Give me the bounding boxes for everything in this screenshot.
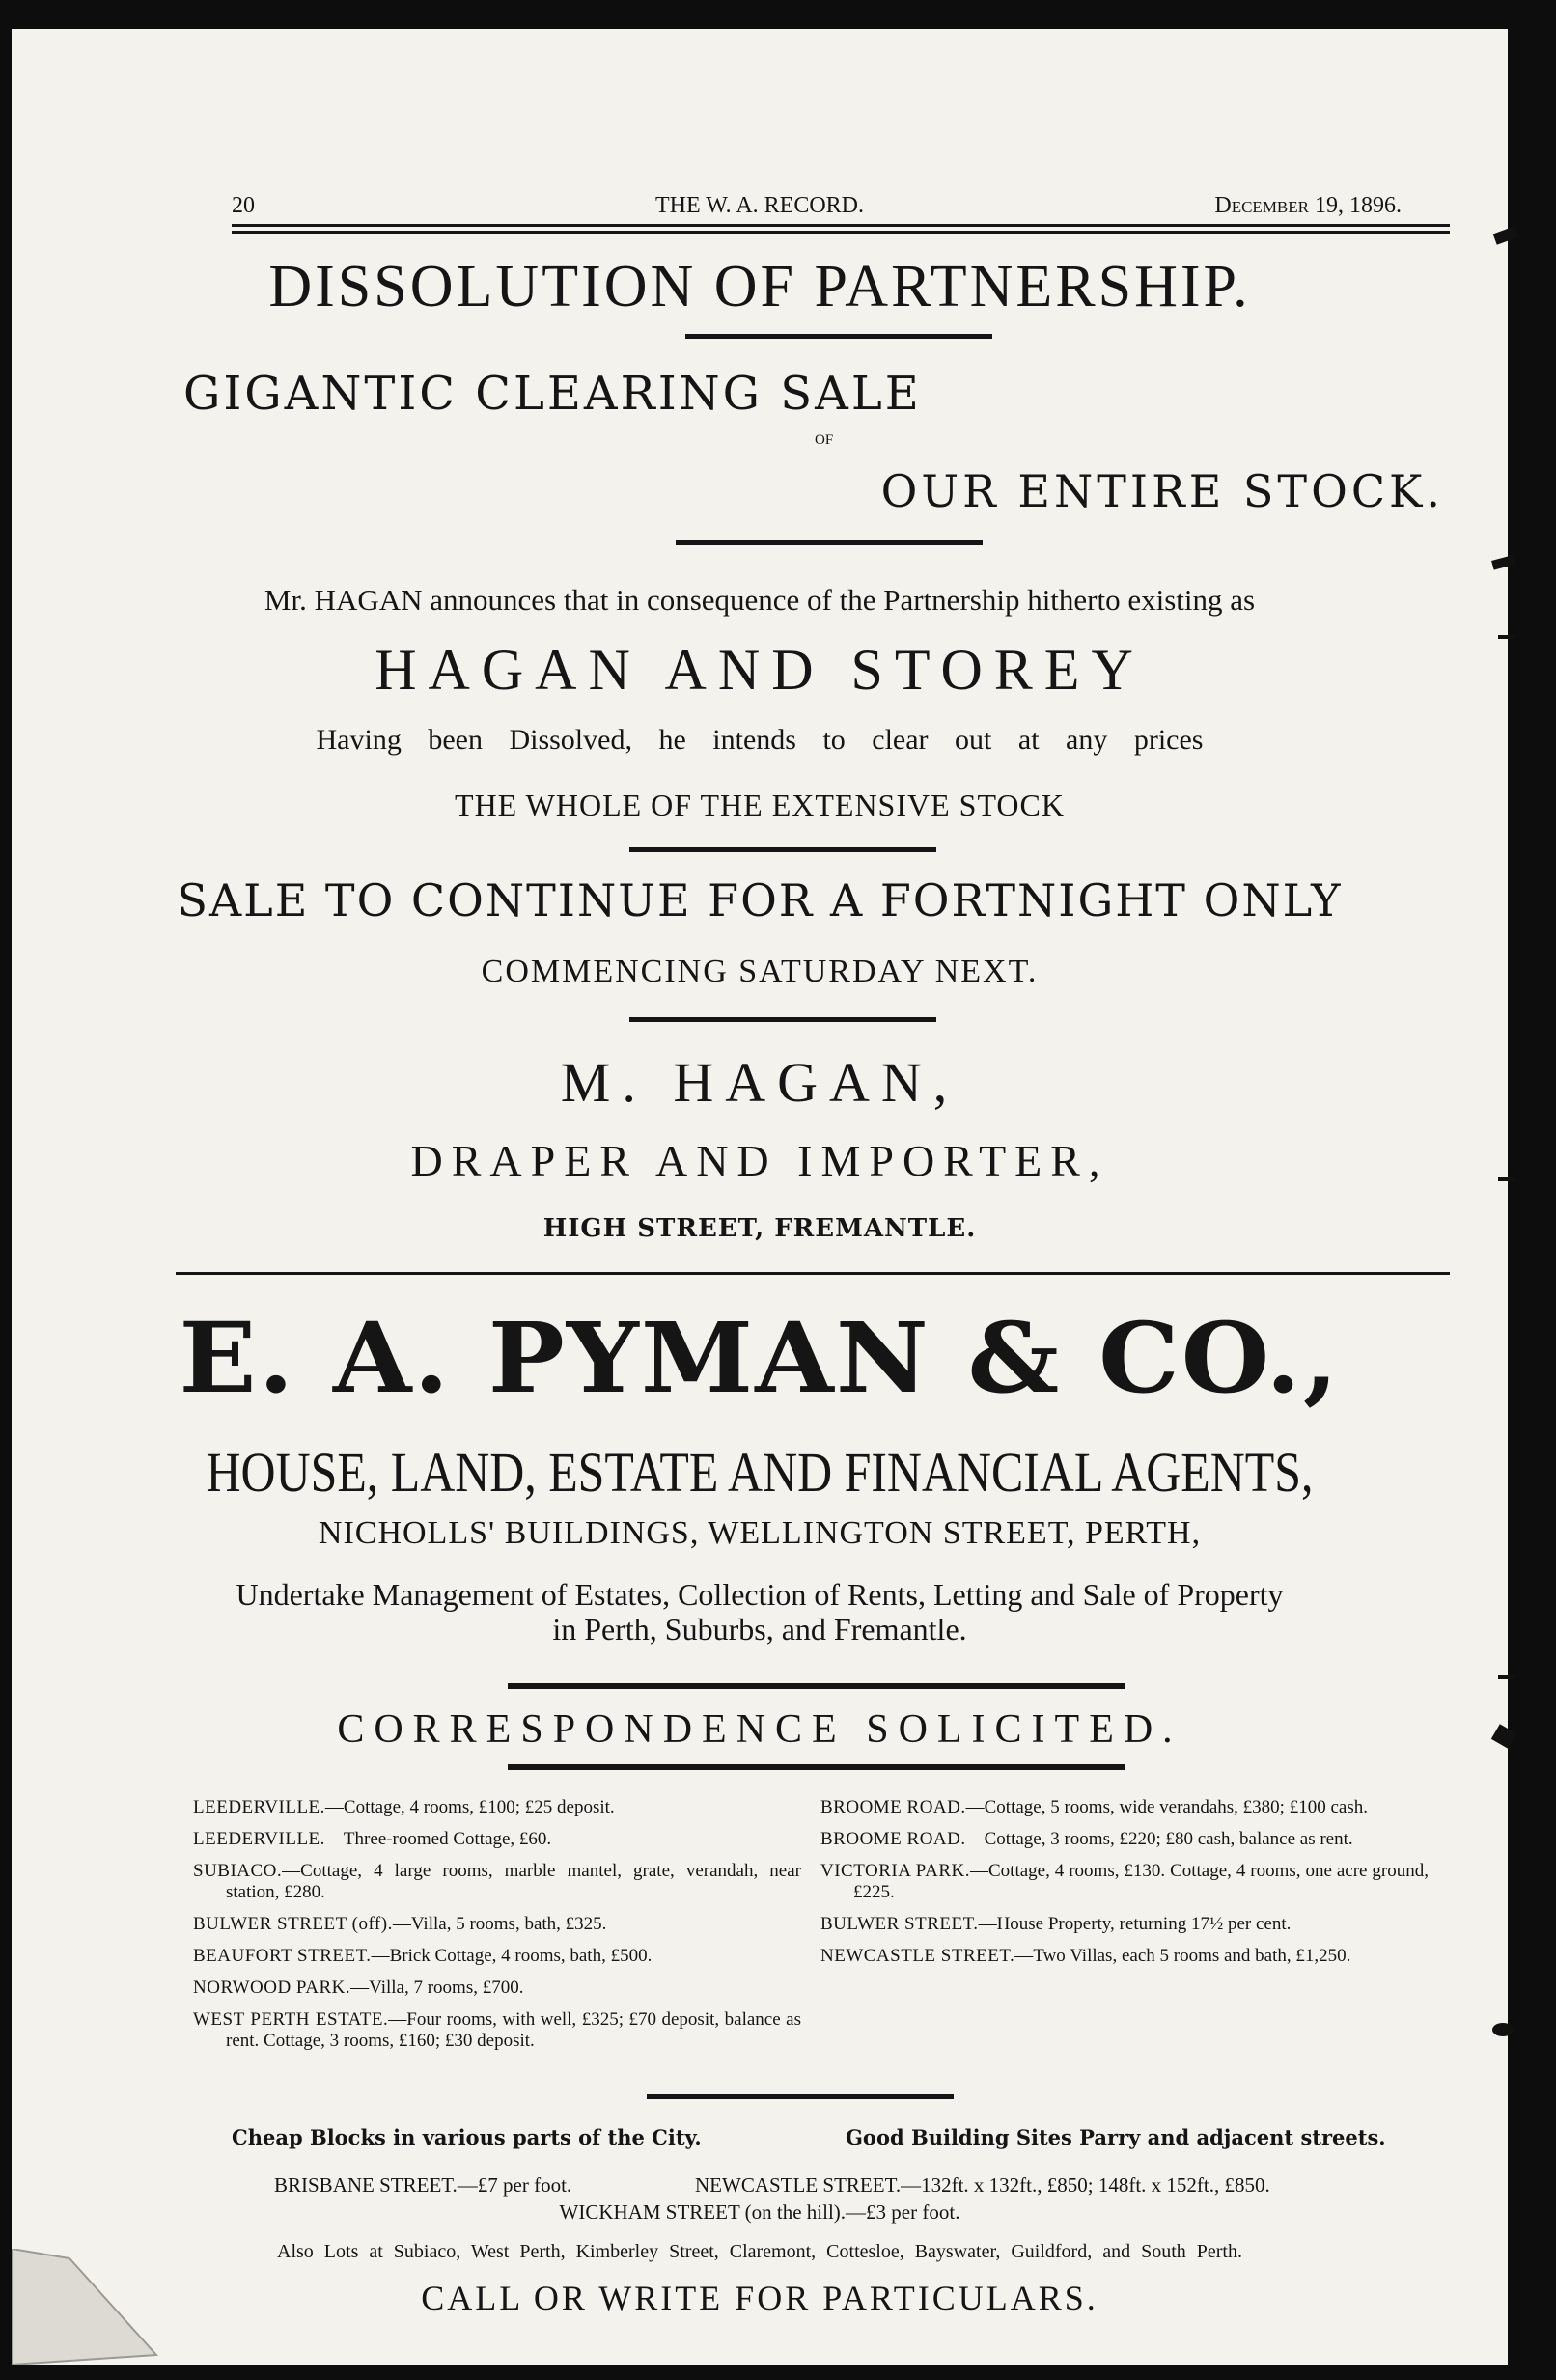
edge-mark <box>1492 2023 1514 2036</box>
brisbane-street-text: BRISBANE STREET.—£7 per foot. <box>274 2173 572 2197</box>
hagan-storey-name: HAGAN AND STOREY <box>375 638 1145 702</box>
ad-separator-rule <box>176 1272 1450 1275</box>
listings-right-column <box>820 1797 1429 1978</box>
correspondence-line: CORRESPONDENCE SOLICITED. <box>337 1707 1182 1752</box>
divider <box>676 540 983 545</box>
header-rule <box>232 224 1450 234</box>
announcement-text: Mr. HAGAN announces that in consequence of the Partnership hitherto existing as <box>264 583 1256 617</box>
listing-item: BROOME ROAD.—Cottage, 5 rooms, wide verandahs, £380; £100 cash. <box>820 1797 1368 1817</box>
draper-importer-line: DRAPER AND IMPORTER, <box>410 1136 1109 1185</box>
wickham-street-text: WICKHAM STREET (on the hill).—£3 per foot. <box>559 2200 960 2224</box>
cheap-blocks-text: Cheap Blocks in various parts of the City. <box>232 2125 702 2149</box>
edge-mark <box>1498 1177 1514 1181</box>
services-line-2: in Perth, Suburbs, and Fremantle. <box>552 1612 967 1647</box>
divider <box>508 1764 1125 1770</box>
pyman-address: NICHOLLS' BUILDINGS, WELLINGTON STREET, PERTH, <box>318 1515 1202 1551</box>
services-line-1: Undertake Management of Estates, Collection of Rents, Letting and Sale of Property <box>236 1577 1284 1612</box>
publication-title: THE W. A. RECORD. <box>654 193 865 218</box>
listing-item: LEEDERVILLE.—Cottage, 4 rooms, £100; £25 deposit. <box>193 1797 615 1817</box>
listing-item: SUBIACO.—Cottage, 4 large rooms, marble mantel, grate, verandah, near station, £280. <box>193 1861 801 1902</box>
fremantle-address: HIGH STREET, FREMANTLE. <box>542 1214 977 1243</box>
divider <box>508 1683 1125 1689</box>
newcastle-street-text: NEWCASTLE STREET.—132ft. x 132ft., £850; 148ft. x 152ft., £850. <box>695 2173 1270 2197</box>
issue-date: December 19, 1896. <box>1214 193 1402 218</box>
also-lots-text: Also Lots at Subiaco, West Perth, Kimberley Street, Claremont, Cottesloe, Bayswater, Guildford, and South Perth. <box>277 2241 1242 2262</box>
sale-of: OF <box>815 432 834 448</box>
newspaper-page <box>12 29 1508 2365</box>
entire-stock-line: OUR ENTIRE STOCK. <box>880 465 1444 517</box>
listing-item: BROOME ROAD.—Cottage, 3 rooms, £220; £80 cash, balance as rent. <box>820 1829 1353 1849</box>
divider <box>685 334 992 339</box>
building-sites-text: Good Building Sites Parry and adjacent streets. <box>846 2125 1386 2149</box>
extensive-stock-text: THE WHOLE OF THE EXTENSIVE STOCK <box>455 788 1065 822</box>
torn-corner-shape <box>12 2249 166 2365</box>
call-to-action: CALL OR WRITE FOR PARTICULARS. <box>421 2279 1098 2317</box>
divider <box>647 2094 954 2099</box>
pyman-firm-name: E. A. PYMAN & CO., <box>179 1301 1341 1415</box>
clearing-sale-line: GIGANTIC CLEARING SALE <box>183 367 922 421</box>
listing-item: BULWER STREET (off).—Villa, 5 rooms, bath, £325. <box>193 1914 607 1934</box>
listings-left-column <box>193 1797 801 2062</box>
proprietor-name: M. HAGAN, <box>560 1051 959 1114</box>
divider <box>629 847 936 852</box>
listing-item: BULWER STREET.—House Property, returning 17½ per cent. <box>820 1914 1292 1934</box>
commencing-line: COMMENCING SATURDAY NEXT. <box>481 954 1039 989</box>
fortnight-line: SALE TO CONTINUE FOR A FORTNIGHT ONLY <box>177 874 1343 927</box>
dissolution-headline: DISSOLUTION OF PARTNERSHIP. <box>268 254 1251 319</box>
dissolved-text: Having been Dissolved, he intends to clear out at any prices <box>316 724 1204 756</box>
page-number: 20 <box>232 193 255 218</box>
edge-mark <box>1498 635 1514 639</box>
edge-mark <box>1498 1675 1514 1679</box>
business-line: HOUSE, LAND, ESTATE AND FINANCIAL AGENTS, <box>206 1441 1314 1504</box>
listing-item: WEST PERTH ESTATE.—Four rooms, with well, £325; £70 deposit, balance as rent. Cottage, 3 rooms, £160; £30 deposit. <box>193 2009 801 2051</box>
listing-item: BEAUFORT STREET.—Brick Cottage, 4 rooms, bath, £500. <box>193 1946 653 1966</box>
listing-item: NORWOOD PARK.—Villa, 7 rooms, £700. <box>193 1978 524 1998</box>
listing-item: NEWCASTLE STREET.—Two Villas, each 5 rooms and bath, £1,250. <box>820 1946 1351 1966</box>
listing-item: VICTORIA PARK.—Cottage, 4 rooms, £130. Cottage, 4 rooms, one acre ground, £225. <box>820 1861 1429 1902</box>
listing-item: LEEDERVILLE.—Three-roomed Cottage, £60. <box>193 1829 552 1849</box>
divider <box>629 1017 936 1022</box>
